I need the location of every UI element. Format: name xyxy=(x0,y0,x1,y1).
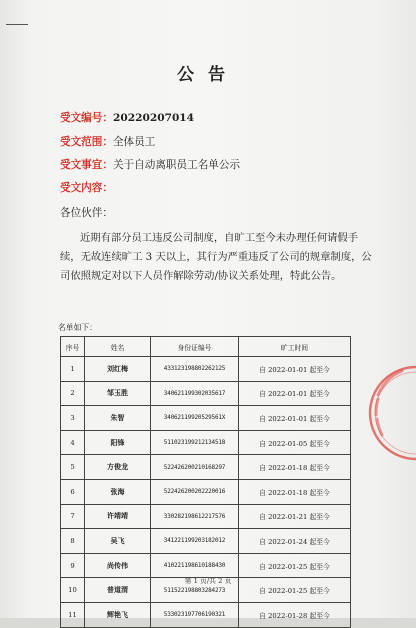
table-row xyxy=(61,529,351,554)
meta-label: 受文内容： xyxy=(60,182,113,194)
page-title: 公告 xyxy=(177,65,239,85)
cell-name: 辉艳飞 xyxy=(85,602,151,627)
table-row xyxy=(61,430,351,455)
cell-id: 330282198612217576 xyxy=(151,504,239,529)
meta-row-subject xyxy=(60,157,240,172)
cell-no: 4 xyxy=(61,430,85,455)
list-label: 名单如下： xyxy=(58,323,97,332)
meta-row-scope xyxy=(60,134,155,149)
cell-time: 自 2022-01-25 起至今 xyxy=(239,578,351,603)
table-row xyxy=(61,357,351,382)
meta-label: 受文编号： xyxy=(60,112,113,124)
cell-id: 522426200202220016 xyxy=(151,479,239,504)
cell-name: 尚传伟 xyxy=(85,553,151,578)
cell-time: 自 2022-01-28 起至今 xyxy=(239,602,351,627)
cell-time: 自 2022-01-25 起至今 xyxy=(239,553,351,578)
header-cell-time: 旷工时间 xyxy=(239,337,351,357)
cell-no: 3 xyxy=(61,406,85,431)
meta-value: 全体员工 xyxy=(112,136,156,148)
corner-mark xyxy=(6,24,28,25)
cell-no: 2 xyxy=(61,381,85,406)
table-row xyxy=(61,602,351,627)
header-cell-id: 身份证编号 xyxy=(151,337,239,357)
cell-id: 511522198803284273 xyxy=(151,578,239,603)
cell-no: 5 xyxy=(61,455,85,480)
cell-name: 方俊龙 xyxy=(85,455,151,480)
cell-no: 10 xyxy=(61,578,85,603)
table-header-row xyxy=(61,337,351,357)
meta-value: 关于自动离职员工名单公示 xyxy=(112,159,241,171)
meta-value: 20220207014 xyxy=(112,112,195,124)
cell-no: 1 xyxy=(61,357,85,382)
cell-id: 341221199203182012 xyxy=(151,529,239,554)
cell-name: 刘红梅 xyxy=(85,357,151,382)
table-row xyxy=(61,381,351,406)
cell-time: 自 2022-01-01 起至今 xyxy=(239,381,351,406)
cell-name: 普道渭 xyxy=(85,578,151,603)
cell-id: 340621199302035617 xyxy=(151,381,239,406)
cell-id: 511023199212134518 xyxy=(151,430,239,455)
cell-id: 522426200210168297 xyxy=(151,455,239,480)
cell-id: 433123198802262125 xyxy=(151,357,239,382)
cell-time: 自 2022-01-05 起至今 xyxy=(239,430,351,455)
cell-no: 8 xyxy=(61,529,85,554)
meta-label: 受文范围： xyxy=(60,136,113,148)
table-row xyxy=(61,455,351,480)
cell-time: 自 2022-01-21 起至今 xyxy=(239,504,351,529)
body-line: 司依照规定对以下人员作解除劳动/协议关系处理，特此公告。 xyxy=(60,270,342,282)
cell-name: 阳锋 xyxy=(85,430,151,455)
body-paragraph xyxy=(60,229,372,286)
cell-time: 自 2022-01-24 起至今 xyxy=(239,529,351,554)
body-line: 续，无故连续旷工 3 天以上，其行为严重违反了公司的规章制度，公 xyxy=(60,251,372,263)
cell-time: 自 2022-01-01 起至今 xyxy=(239,406,351,431)
cell-id: 533023197706190321 xyxy=(151,602,239,627)
cell-id: 34062119920529561X xyxy=(151,406,239,431)
header-cell-name: 姓名 xyxy=(85,337,151,357)
cell-name: 吴飞 xyxy=(85,529,151,554)
cell-time: 自 2022-01-18 起至今 xyxy=(239,479,351,504)
meta-row-number xyxy=(60,110,194,125)
meta-label: 受文事宜： xyxy=(60,159,113,171)
company-seal-stamp xyxy=(358,355,416,475)
cell-no: 11 xyxy=(61,602,85,627)
table-row xyxy=(61,479,351,504)
table-row xyxy=(61,406,351,431)
greeting: 各位伙伴： xyxy=(60,207,113,219)
cell-time: 自 2022-01-18 起至今 xyxy=(239,455,351,480)
cell-name: 邹玉胜 xyxy=(85,381,151,406)
header-cell-no: 序号 xyxy=(61,337,85,357)
cell-name: 张海 xyxy=(85,479,151,504)
meta-row-content xyxy=(60,180,113,195)
cell-time: 自 2022-01-01 起至今 xyxy=(239,357,351,382)
table-row xyxy=(61,504,351,529)
cell-no: 7 xyxy=(61,504,85,529)
cell-name: 朱智 xyxy=(85,406,151,431)
cell-no: 9 xyxy=(61,553,85,578)
cell-id: 410221198610188430 xyxy=(151,553,239,578)
body-line: 近期有部分员工违反公司制度，自旷工至今未办理任何请假手 xyxy=(80,232,359,244)
cell-no: 6 xyxy=(61,479,85,504)
cell-name: 许靖靖 xyxy=(85,504,151,529)
page-footer: 第 1 页/共 2 页 xyxy=(184,577,232,585)
